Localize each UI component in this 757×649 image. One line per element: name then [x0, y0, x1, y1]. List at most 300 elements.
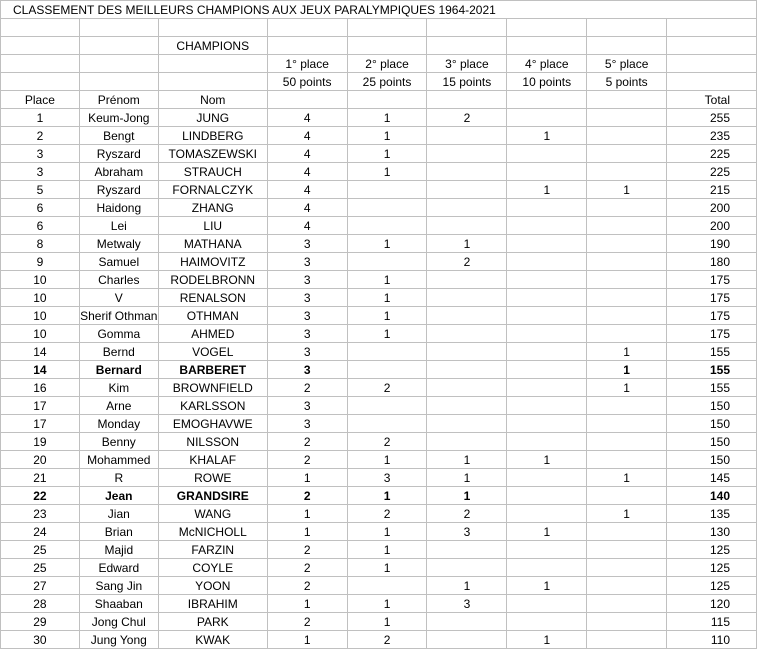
- cell-p2[interactable]: [347, 361, 427, 379]
- cell-nom[interactable]: KARLSSON: [158, 397, 267, 415]
- cell-total[interactable]: 145: [667, 469, 757, 487]
- cell-p3[interactable]: 2: [427, 253, 507, 271]
- header-prenom[interactable]: Prénom: [79, 91, 158, 109]
- cell-place[interactable]: 20: [1, 451, 80, 469]
- cell-p3[interactable]: [427, 127, 507, 145]
- cell-nom[interactable]: WANG: [158, 505, 267, 523]
- cell-p5[interactable]: [587, 397, 667, 415]
- cell-p5[interactable]: [587, 541, 667, 559]
- sheet-title[interactable]: CLASSEMENT DES MEILLEURS CHAMPIONS AUX JEUX PARALYMPIQUES 1964-2021: [1, 1, 757, 19]
- cell-prenom[interactable]: V: [79, 289, 158, 307]
- cell-total[interactable]: 125: [667, 559, 757, 577]
- cell-p4[interactable]: [507, 163, 587, 181]
- cell-place[interactable]: 24: [1, 523, 80, 541]
- table-row: [1, 325, 757, 343]
- cell-prenom[interactable]: Majid: [79, 541, 158, 559]
- cell-nom[interactable]: OTHMAN: [158, 307, 267, 325]
- cell-p4[interactable]: [507, 469, 587, 487]
- cell-p1[interactable]: 4: [267, 163, 347, 181]
- cell-p4[interactable]: [507, 253, 587, 271]
- cell-p1[interactable]: 2: [267, 433, 347, 451]
- cell-p2[interactable]: 1: [347, 487, 427, 505]
- cell-p2[interactable]: 1: [347, 271, 427, 289]
- cell-nom[interactable]: McNICHOLL: [158, 523, 267, 541]
- cell-nom[interactable]: FARZIN: [158, 541, 267, 559]
- cell-place[interactable]: 8: [1, 235, 80, 253]
- cell-p3[interactable]: [427, 163, 507, 181]
- cell-p5[interactable]: [587, 613, 667, 631]
- cell-p2[interactable]: [347, 253, 427, 271]
- cell-place[interactable]: 6: [1, 199, 80, 217]
- cell-p4[interactable]: 1: [507, 577, 587, 595]
- cell-place[interactable]: 6: [1, 217, 80, 235]
- cell-nom[interactable]: JUNG: [158, 109, 267, 127]
- header-place[interactable]: Place: [1, 91, 80, 109]
- cell-p3[interactable]: 2: [427, 505, 507, 523]
- cell-p2[interactable]: [347, 343, 427, 361]
- cell-p3[interactable]: 2: [427, 109, 507, 127]
- table-row: [1, 163, 757, 181]
- cell-place[interactable]: 30: [1, 631, 80, 649]
- cell-p2[interactable]: [347, 577, 427, 595]
- cell-prenom[interactable]: Brian: [79, 523, 158, 541]
- cell-prenom[interactable]: Haidong: [79, 199, 158, 217]
- cell-p2[interactable]: [347, 181, 427, 199]
- cell-place[interactable]: 17: [1, 397, 80, 415]
- header-place-4[interactable]: 4° place: [507, 55, 587, 73]
- cell-p4[interactable]: [507, 505, 587, 523]
- cell-prenom[interactable]: Mohammed: [79, 451, 158, 469]
- cell-place[interactable]: 3: [1, 145, 80, 163]
- cell-p1[interactable]: 4: [267, 199, 347, 217]
- cell-p4[interactable]: [507, 289, 587, 307]
- cell-total[interactable]: 225: [667, 163, 757, 181]
- table-row: [1, 235, 757, 253]
- cell-total[interactable]: 135: [667, 505, 757, 523]
- cell-p4[interactable]: [507, 271, 587, 289]
- cell-total[interactable]: 140: [667, 487, 757, 505]
- cell-prenom[interactable]: Gomma: [79, 325, 158, 343]
- cell-p1[interactable]: 1: [267, 523, 347, 541]
- cell-p1[interactable]: 3: [267, 271, 347, 289]
- header-place-1[interactable]: 1° place: [267, 55, 347, 73]
- cell-nom[interactable]: RODELBRONN: [158, 271, 267, 289]
- cell-p5[interactable]: [587, 433, 667, 451]
- cell-nom[interactable]: IBRAHIM: [158, 595, 267, 613]
- cell-prenom[interactable]: Monday: [79, 415, 158, 433]
- cell-total[interactable]: 115: [667, 613, 757, 631]
- cell-place[interactable]: 19: [1, 433, 80, 451]
- cell-p3[interactable]: [427, 541, 507, 559]
- cell-p2[interactable]: [347, 415, 427, 433]
- cell-p2[interactable]: 2: [347, 631, 427, 649]
- cell-p4[interactable]: [507, 343, 587, 361]
- cell-p1[interactable]: 4: [267, 109, 347, 127]
- cell-place[interactable]: 23: [1, 505, 80, 523]
- cell-nom[interactable]: KHALAF: [158, 451, 267, 469]
- cell-p5[interactable]: [587, 289, 667, 307]
- cell-p4[interactable]: [507, 415, 587, 433]
- cell-p4[interactable]: [507, 325, 587, 343]
- cell-p1[interactable]: 3: [267, 307, 347, 325]
- table-row: [1, 469, 757, 487]
- cell-p1[interactable]: 3: [267, 235, 347, 253]
- cell-nom[interactable]: TOMASZEWSKI: [158, 145, 267, 163]
- cell-p5[interactable]: [587, 595, 667, 613]
- cell-p4[interactable]: [507, 379, 587, 397]
- cell-p3[interactable]: 1: [427, 469, 507, 487]
- cell-nom[interactable]: YOON: [158, 577, 267, 595]
- cell-nom[interactable]: NILSSON: [158, 433, 267, 451]
- cell-p1[interactable]: 2: [267, 487, 347, 505]
- table-row: [1, 343, 757, 361]
- table-row: [1, 523, 757, 541]
- cell-p3[interactable]: [427, 145, 507, 163]
- cell-p5[interactable]: [587, 145, 667, 163]
- cell-place[interactable]: 21: [1, 469, 80, 487]
- cell-total[interactable]: 125: [667, 577, 757, 595]
- header-points-4[interactable]: 10 points: [507, 73, 587, 91]
- cell-p2[interactable]: 2: [347, 433, 427, 451]
- cell-p2[interactable]: [347, 199, 427, 217]
- cell-p2[interactable]: 1: [347, 559, 427, 577]
- header-points-1[interactable]: 50 points: [267, 73, 347, 91]
- cell-p4[interactable]: [507, 361, 587, 379]
- header-points-2[interactable]: 25 points: [347, 73, 427, 91]
- table-body: [1, 1, 757, 649]
- cell-nom[interactable]: EMOGHAVWE: [158, 415, 267, 433]
- header-points-5[interactable]: 5 points: [587, 73, 667, 91]
- cell-p5[interactable]: [587, 253, 667, 271]
- cell-p1[interactable]: 3: [267, 397, 347, 415]
- table-row: [1, 199, 757, 217]
- cell-p3[interactable]: [427, 613, 507, 631]
- cell-p2[interactable]: 1: [347, 595, 427, 613]
- cell-p2[interactable]: 1: [347, 523, 427, 541]
- cell-p1[interactable]: 3: [267, 415, 347, 433]
- cell-prenom[interactable]: Bernd: [79, 343, 158, 361]
- header-nom[interactable]: Nom: [158, 91, 267, 109]
- cell-place[interactable]: 17: [1, 415, 80, 433]
- cell-p1[interactable]: 4: [267, 145, 347, 163]
- cell-p2[interactable]: 1: [347, 163, 427, 181]
- cell-p4[interactable]: 1: [507, 523, 587, 541]
- cell-total[interactable]: 155: [667, 343, 757, 361]
- cell-nom[interactable]: COYLE: [158, 559, 267, 577]
- cell-p2[interactable]: 1: [347, 325, 427, 343]
- cell-p2[interactable]: [347, 217, 427, 235]
- cell-p4[interactable]: [507, 541, 587, 559]
- cell-p3[interactable]: [427, 199, 507, 217]
- cell-p3[interactable]: [427, 379, 507, 397]
- cell-p3[interactable]: 1: [427, 235, 507, 253]
- cell-p2[interactable]: 1: [347, 109, 427, 127]
- cell-p3[interactable]: 1: [427, 487, 507, 505]
- cell-p5[interactable]: 1: [587, 181, 667, 199]
- cell-p5[interactable]: 1: [587, 343, 667, 361]
- cell-p1[interactable]: 2: [267, 451, 347, 469]
- cell-total[interactable]: 215: [667, 181, 757, 199]
- cell-p5[interactable]: 1: [587, 469, 667, 487]
- cell-p4[interactable]: 1: [507, 181, 587, 199]
- cell-place[interactable]: 16: [1, 379, 80, 397]
- cell-p2[interactable]: 1: [347, 613, 427, 631]
- cell-p5[interactable]: [587, 631, 667, 649]
- cell-place[interactable]: 10: [1, 307, 80, 325]
- cell-total[interactable]: 120: [667, 595, 757, 613]
- cell-place[interactable]: 10: [1, 271, 80, 289]
- cell-prenom[interactable]: Ryszard: [79, 181, 158, 199]
- cell-p1[interactable]: 1: [267, 595, 347, 613]
- cell-p5[interactable]: 1: [587, 505, 667, 523]
- cell-p4[interactable]: [507, 145, 587, 163]
- cell-p2[interactable]: 3: [347, 469, 427, 487]
- cell-place[interactable]: 25: [1, 541, 80, 559]
- cell-p2[interactable]: [347, 397, 427, 415]
- cell-p4[interactable]: 1: [507, 451, 587, 469]
- cell-p5[interactable]: [587, 577, 667, 595]
- cell-p2[interactable]: 1: [347, 451, 427, 469]
- cell-p5[interactable]: [587, 559, 667, 577]
- cell-prenom[interactable]: Sang Jin: [79, 577, 158, 595]
- cell-place[interactable]: 3: [1, 163, 80, 181]
- cell-p4[interactable]: [507, 433, 587, 451]
- table-row: [1, 487, 757, 505]
- cell-p1[interactable]: 3: [267, 325, 347, 343]
- table-row: [1, 217, 757, 235]
- table-row: [1, 253, 757, 271]
- cell-total[interactable]: 175: [667, 307, 757, 325]
- cell-total[interactable]: 155: [667, 379, 757, 397]
- cell-nom[interactable]: RENALSON: [158, 289, 267, 307]
- cell-p3[interactable]: [427, 397, 507, 415]
- cell-nom[interactable]: FORNALCZYK: [158, 181, 267, 199]
- header-place-3[interactable]: 3° place: [427, 55, 507, 73]
- cell-p1[interactable]: 3: [267, 361, 347, 379]
- cell-p3[interactable]: [427, 289, 507, 307]
- cell-prenom[interactable]: Shaaban: [79, 595, 158, 613]
- cell-p2[interactable]: 1: [347, 235, 427, 253]
- cell-total[interactable]: 150: [667, 397, 757, 415]
- cell-prenom[interactable]: Metwaly: [79, 235, 158, 253]
- cell-prenom[interactable]: Jong Chul: [79, 613, 158, 631]
- cell-p1[interactable]: 3: [267, 289, 347, 307]
- cell-p3[interactable]: [427, 433, 507, 451]
- cell-p5[interactable]: [587, 325, 667, 343]
- cell-prenom[interactable]: Samuel: [79, 253, 158, 271]
- cell-p5[interactable]: [587, 235, 667, 253]
- cell-p3[interactable]: 1: [427, 451, 507, 469]
- cell-prenom[interactable]: Bernard: [79, 361, 158, 379]
- cell-p1[interactable]: 2: [267, 613, 347, 631]
- cell-p1[interactable]: 2: [267, 559, 347, 577]
- cell-p4[interactable]: 1: [507, 631, 587, 649]
- cell-p4[interactable]: [507, 217, 587, 235]
- cell-total[interactable]: 125: [667, 541, 757, 559]
- cell-total[interactable]: 235: [667, 127, 757, 145]
- cell-nom[interactable]: AHMED: [158, 325, 267, 343]
- cell-place[interactable]: 27: [1, 577, 80, 595]
- cell-p3[interactable]: [427, 415, 507, 433]
- cell-p4[interactable]: 1: [507, 127, 587, 145]
- cell-total[interactable]: 190: [667, 235, 757, 253]
- header-points-3[interactable]: 15 points: [427, 73, 507, 91]
- cell-p4[interactable]: [507, 235, 587, 253]
- cell-p4[interactable]: [507, 307, 587, 325]
- cell-prenom[interactable]: Abraham: [79, 163, 158, 181]
- cell-total[interactable]: 255: [667, 109, 757, 127]
- cell-total[interactable]: 150: [667, 451, 757, 469]
- cell-p1[interactable]: 3: [267, 253, 347, 271]
- cell-p3[interactable]: [427, 325, 507, 343]
- cell-p5[interactable]: [587, 487, 667, 505]
- cell-nom[interactable]: LIU: [158, 217, 267, 235]
- cell-p5[interactable]: [587, 217, 667, 235]
- cell-p2[interactable]: 1: [347, 127, 427, 145]
- cell-prenom[interactable]: Charles: [79, 271, 158, 289]
- cell-p1[interactable]: 3: [267, 343, 347, 361]
- cell-place[interactable]: 1: [1, 109, 80, 127]
- cell-place[interactable]: 10: [1, 325, 80, 343]
- cell-total[interactable]: 175: [667, 325, 757, 343]
- cell-p3[interactable]: [427, 343, 507, 361]
- cell-total[interactable]: 155: [667, 361, 757, 379]
- cell-total[interactable]: 150: [667, 433, 757, 451]
- cell-p1[interactable]: 2: [267, 541, 347, 559]
- cell-prenom[interactable]: Bengt: [79, 127, 158, 145]
- cell-prenom[interactable]: Benny: [79, 433, 158, 451]
- cell-p1[interactable]: 2: [267, 577, 347, 595]
- cell-prenom[interactable]: Jung Yong: [79, 631, 158, 649]
- cell-p5[interactable]: [587, 109, 667, 127]
- cell-p3[interactable]: [427, 631, 507, 649]
- cell-p3[interactable]: [427, 181, 507, 199]
- cell-nom[interactable]: BARBERET: [158, 361, 267, 379]
- header-place-5[interactable]: 5° place: [587, 55, 667, 73]
- cell-p4[interactable]: [507, 397, 587, 415]
- cell-p5[interactable]: [587, 451, 667, 469]
- cell-total[interactable]: 175: [667, 289, 757, 307]
- cell-p5[interactable]: [587, 199, 667, 217]
- cell-prenom[interactable]: Lei: [79, 217, 158, 235]
- cell-p4[interactable]: [507, 595, 587, 613]
- cell-p4[interactable]: [507, 559, 587, 577]
- cell-p3[interactable]: [427, 559, 507, 577]
- cell-nom[interactable]: BROWNFIELD: [158, 379, 267, 397]
- cell-p5[interactable]: [587, 523, 667, 541]
- cell-place[interactable]: 9: [1, 253, 80, 271]
- cell-nom[interactable]: KWAK: [158, 631, 267, 649]
- cell-p5[interactable]: 1: [587, 379, 667, 397]
- cell-p2[interactable]: 1: [347, 289, 427, 307]
- table-row: [1, 379, 757, 397]
- cell-p4[interactable]: [507, 109, 587, 127]
- cell-nom[interactable]: STRAUCH: [158, 163, 267, 181]
- cell-p3[interactable]: 1: [427, 577, 507, 595]
- cell-p1[interactable]: 4: [267, 127, 347, 145]
- cell-p5[interactable]: [587, 307, 667, 325]
- cell-p2[interactable]: 1: [347, 541, 427, 559]
- cell-p4[interactable]: [507, 613, 587, 631]
- cell-place[interactable]: 14: [1, 361, 80, 379]
- cell-p1[interactable]: 1: [267, 469, 347, 487]
- cell-p3[interactable]: [427, 307, 507, 325]
- champions-label[interactable]: CHAMPIONS: [158, 37, 267, 55]
- cell-prenom[interactable]: Ryszard: [79, 145, 158, 163]
- header-place-2[interactable]: 2° place: [347, 55, 427, 73]
- cell-place[interactable]: 22: [1, 487, 80, 505]
- cell-p4[interactable]: [507, 199, 587, 217]
- cell-total[interactable]: 200: [667, 217, 757, 235]
- cell-total[interactable]: 225: [667, 145, 757, 163]
- table-row: [1, 631, 757, 649]
- cell-p5[interactable]: [587, 127, 667, 145]
- cell-place[interactable]: 5: [1, 181, 80, 199]
- cell-nom[interactable]: ROWE: [158, 469, 267, 487]
- cell-place[interactable]: 14: [1, 343, 80, 361]
- cell-p2[interactable]: 2: [347, 379, 427, 397]
- cell-nom[interactable]: PARK: [158, 613, 267, 631]
- cell-p5[interactable]: [587, 271, 667, 289]
- cell-total[interactable]: 110: [667, 631, 757, 649]
- cell-p1[interactable]: 2: [267, 379, 347, 397]
- table-row: [1, 541, 757, 559]
- cell-nom[interactable]: ZHANG: [158, 199, 267, 217]
- cell-p5[interactable]: [587, 415, 667, 433]
- cell-prenom[interactable]: Kim: [79, 379, 158, 397]
- cell-p3[interactable]: [427, 271, 507, 289]
- header-total[interactable]: Total: [667, 91, 757, 109]
- cell-p3[interactable]: [427, 217, 507, 235]
- cell-p2[interactable]: 1: [347, 145, 427, 163]
- cell-prenom[interactable]: Jian: [79, 505, 158, 523]
- cell-p4[interactable]: [507, 487, 587, 505]
- cell-prenom[interactable]: Sherif Othman: [80, 308, 158, 323]
- cell-p1[interactable]: 1: [267, 631, 347, 649]
- cell-nom[interactable]: HAIMOVITZ: [158, 253, 267, 271]
- cell-prenom[interactable]: Arne: [79, 397, 158, 415]
- cell-prenom[interactable]: R: [79, 469, 158, 487]
- cell-p3[interactable]: [427, 361, 507, 379]
- cell-p2[interactable]: 2: [347, 505, 427, 523]
- cell-p2[interactable]: 1: [347, 307, 427, 325]
- cell-p3[interactable]: 3: [427, 595, 507, 613]
- cell-nom[interactable]: VOGEL: [158, 343, 267, 361]
- cell-p5[interactable]: [587, 163, 667, 181]
- cell-prenom[interactable]: Edward: [79, 559, 158, 577]
- cell-p1[interactable]: 4: [267, 181, 347, 199]
- cell-p3[interactable]: 3: [427, 523, 507, 541]
- cell-nom[interactable]: GRANDSIRE: [158, 487, 267, 505]
- cell-total[interactable]: 175: [667, 271, 757, 289]
- cell-place[interactable]: 29: [1, 613, 80, 631]
- cell-prenom[interactable]: Keum-Jong: [79, 109, 158, 127]
- cell-nom[interactable]: LINDBERG: [158, 127, 267, 145]
- cell-place[interactable]: 2: [1, 127, 80, 145]
- cell-prenom[interactable]: Jean: [79, 487, 158, 505]
- cell-nom[interactable]: MATHANA: [158, 235, 267, 253]
- cell-total[interactable]: 180: [667, 253, 757, 271]
- cell-p1[interactable]: 4: [267, 217, 347, 235]
- cell-total[interactable]: 130: [667, 523, 757, 541]
- cell-p5[interactable]: 1: [587, 361, 667, 379]
- cell-place[interactable]: 10: [1, 289, 80, 307]
- cell-place[interactable]: 28: [1, 595, 80, 613]
- cell-total[interactable]: 150: [667, 415, 757, 433]
- cell-p1[interactable]: 1: [267, 505, 347, 523]
- cell-place[interactable]: 25: [1, 559, 80, 577]
- cell-total[interactable]: 200: [667, 199, 757, 217]
